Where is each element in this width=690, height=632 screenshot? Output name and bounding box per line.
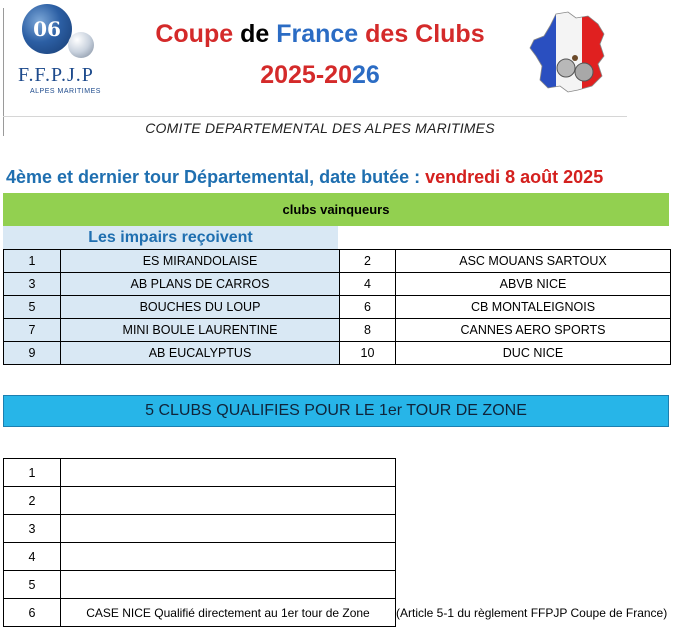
table-row	[4, 543, 396, 571]
table-row	[4, 319, 671, 342]
qualified-club	[61, 459, 396, 487]
qualified-number: 5	[4, 571, 61, 599]
home-number: 3	[4, 273, 61, 296]
qualified-club: CASE NICE Qualifié directement au 1er tour de Zone	[61, 599, 396, 627]
away-number: 4	[340, 273, 396, 296]
table-row	[4, 487, 396, 515]
away-club: DUC NICE	[396, 342, 671, 365]
away-club: CANNES AERO SPORTS	[396, 319, 671, 342]
home-club: AB PLANS DE CARROS	[61, 273, 340, 296]
home-number: 9	[4, 342, 61, 365]
round-deadline: vendredi 8 août 2025	[425, 167, 604, 187]
away-number: 2	[340, 250, 396, 273]
home-number: 1	[4, 250, 61, 273]
away-club: CB MONTALEIGNOIS	[396, 296, 671, 319]
qualified-number: 6	[4, 599, 61, 627]
comite-subtitle: COMITE DEPARTEMENTAL DES ALPES MARITIMES	[145, 120, 495, 136]
table-row	[4, 273, 671, 296]
season-title: 2025-2026	[260, 61, 380, 89]
france-map-icon	[526, 10, 610, 96]
table-row	[4, 459, 396, 487]
away-number: 10	[340, 342, 396, 365]
qualified-number: 2	[4, 487, 61, 515]
winners-header: clubs vainqueurs	[3, 193, 669, 226]
qualified-header: 5 CLUBS QUALIFIES POUR LE 1er TOUR DE ZONE	[3, 395, 669, 427]
away-number: 6	[340, 296, 396, 319]
impairs-label: Les impairs reçoivent	[3, 226, 338, 249]
home-number: 5	[4, 296, 61, 319]
home-club: AB EUCALYPTUS	[61, 342, 340, 365]
home-number: 7	[4, 319, 61, 342]
round-label: 4ème et dernier tour Départemental, date butée :	[6, 167, 426, 187]
round-heading	[6, 167, 603, 188]
header-divider	[3, 116, 627, 117]
qualified-club	[61, 543, 396, 571]
qualified-club	[61, 571, 396, 599]
logo-text: F.F.P.J.P	[18, 64, 94, 86]
qualified-number: 1	[4, 459, 61, 487]
qualified-club	[61, 487, 396, 515]
away-club: ABVB NICE	[396, 273, 671, 296]
table-row	[4, 342, 671, 365]
matches-table	[3, 249, 671, 365]
qualified-number: 3	[4, 515, 61, 543]
away-club: ASC MOUANS SARTOUX	[396, 250, 671, 273]
logo-number: 06	[33, 17, 61, 41]
table-row	[4, 571, 396, 599]
table-row	[4, 296, 671, 319]
table-row	[4, 250, 671, 273]
page-title: Coupe de France des Clubs	[155, 20, 485, 48]
table-row	[4, 515, 396, 543]
qualified-table	[3, 458, 396, 627]
away-number: 8	[340, 319, 396, 342]
table-row	[4, 599, 396, 627]
qualified-number: 4	[4, 543, 61, 571]
home-club: BOUCHES DU LOUP	[61, 296, 340, 319]
home-club: ES MIRANDOLAISE	[61, 250, 340, 273]
qualified-club	[61, 515, 396, 543]
home-club: MINI BOULE LAURENTINE	[61, 319, 340, 342]
article-note: (Article 5-1 du règlement FFPJP Coupe de France)	[396, 606, 668, 620]
logo-subtext: ALPES MARITIMES	[30, 88, 101, 95]
